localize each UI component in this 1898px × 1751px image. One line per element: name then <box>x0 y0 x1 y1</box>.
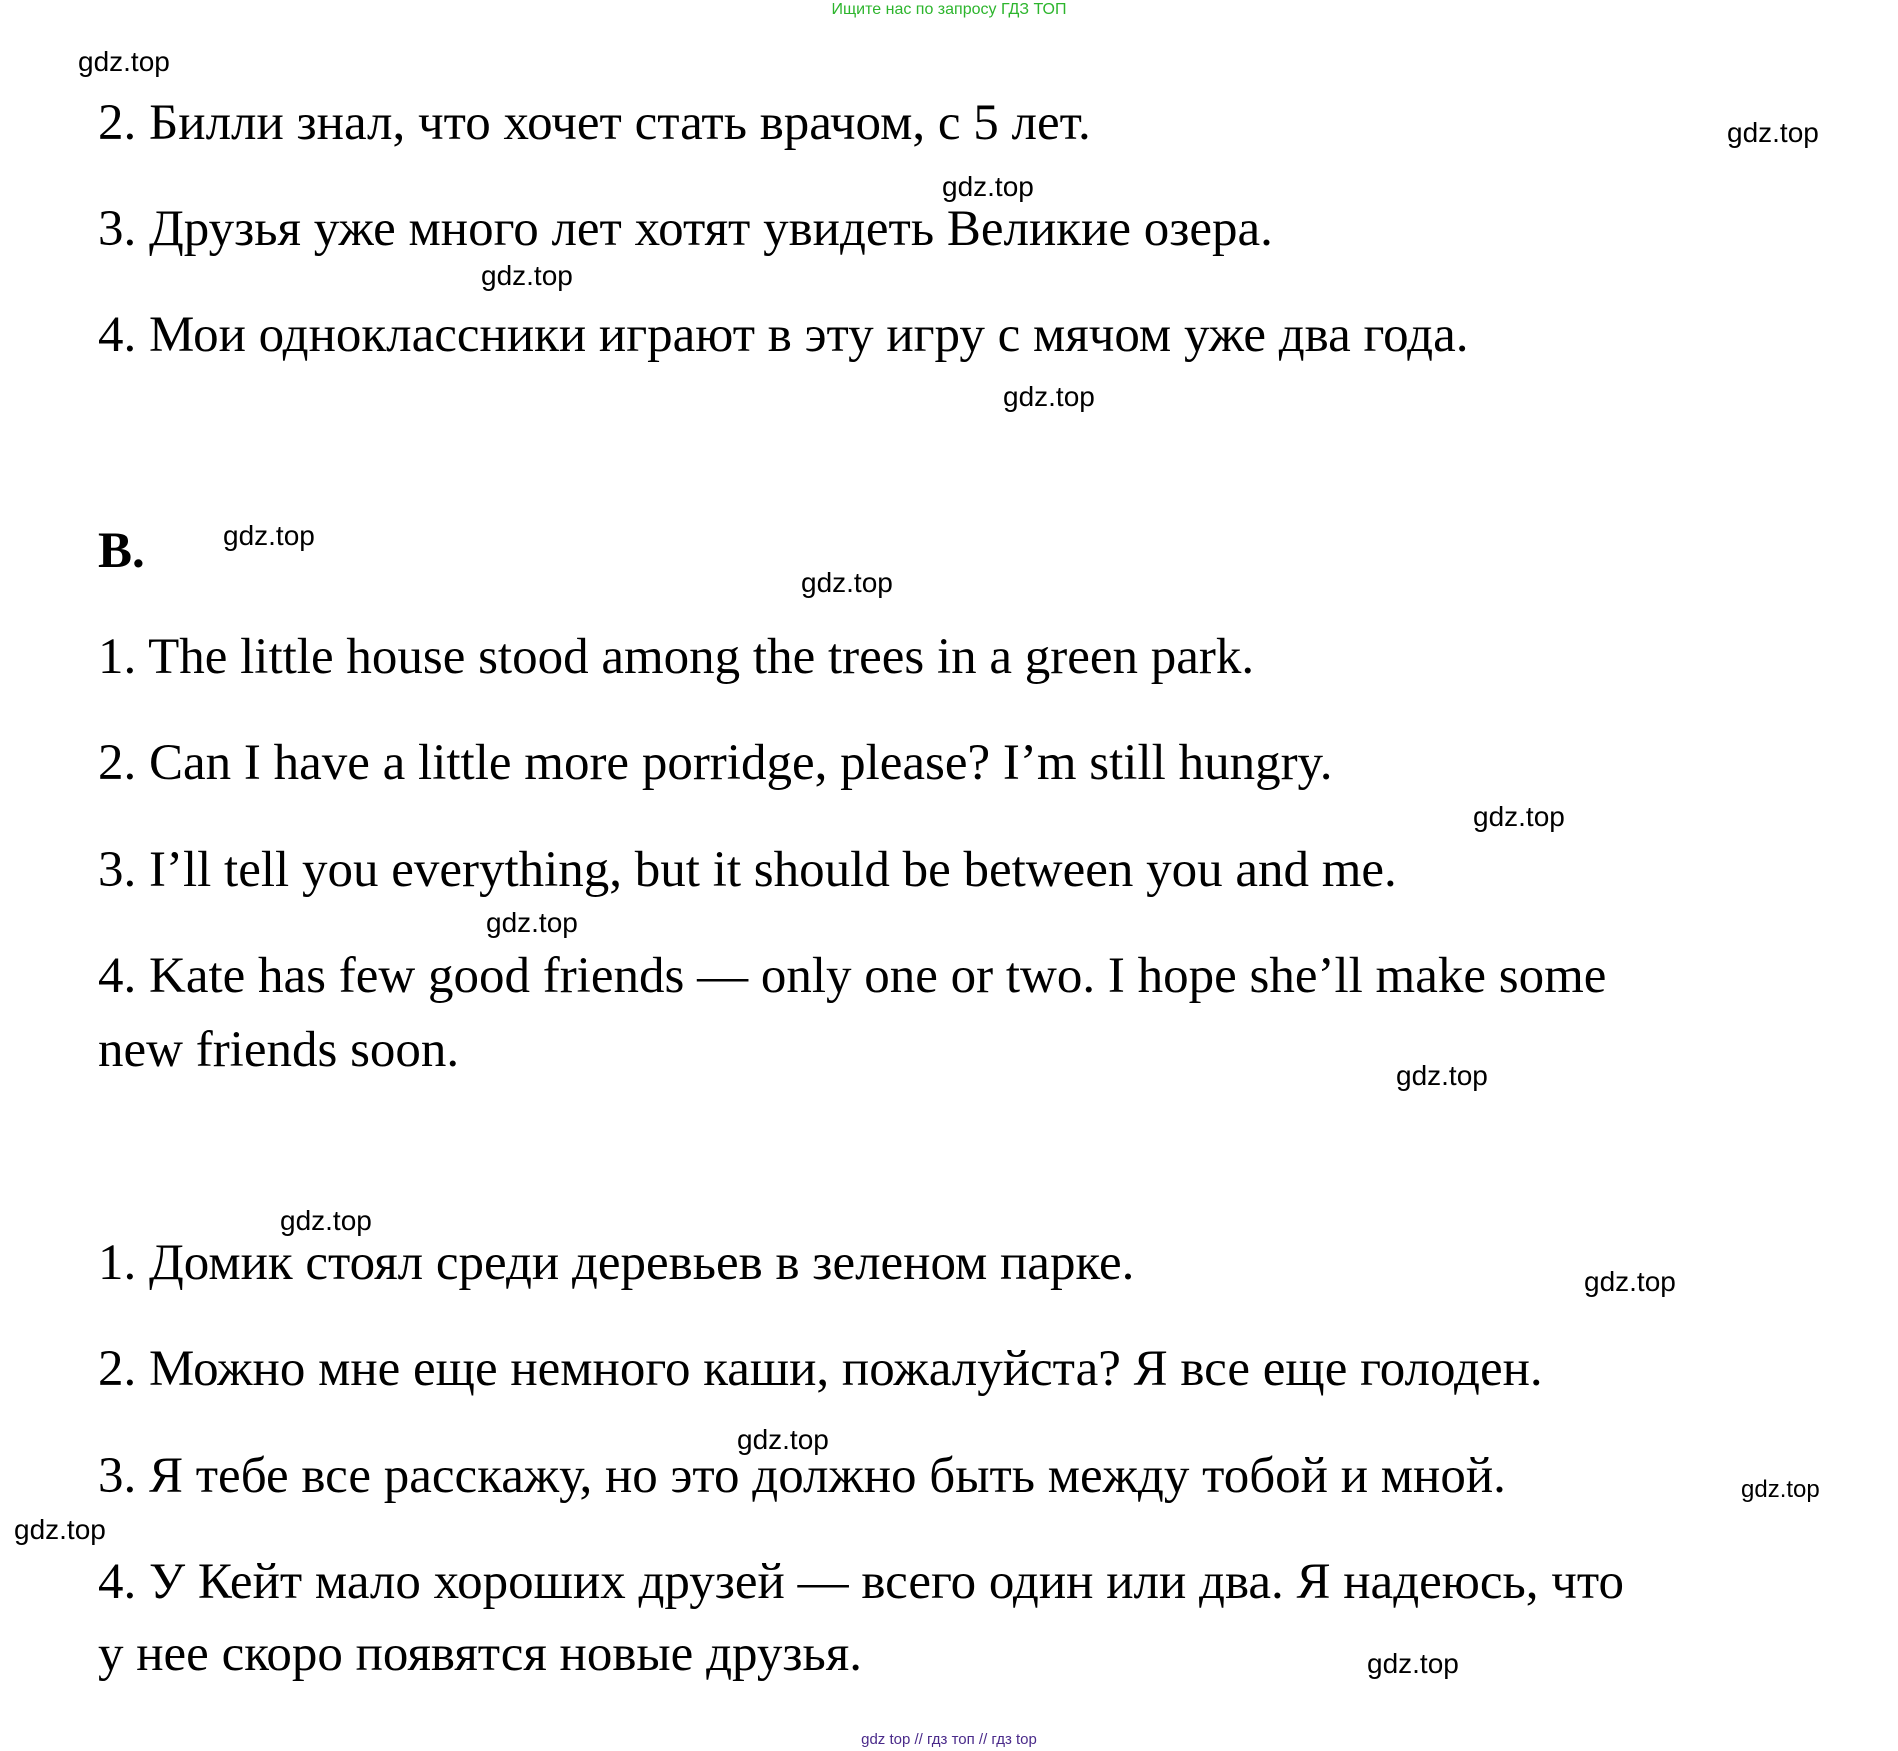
watermark: gdz.top <box>78 46 170 77</box>
text-line: 4. Kate has few good friends — only one or two. I hope she’ll make some <box>98 948 1607 1004</box>
text-line: 2. Can I have a little more porridge, please? I’m still hungry. <box>98 735 1333 791</box>
watermark: gdz.top <box>280 1205 372 1236</box>
text-line: 3. Я тебе все расскажу, но это должно быть между тобой и мной. <box>98 1448 1506 1504</box>
watermark: gdz.top <box>1367 1648 1459 1679</box>
watermark: gdz.top <box>1741 1476 1820 1503</box>
watermark: gdz.top <box>14 1514 106 1545</box>
watermark: gdz.top <box>942 171 1034 202</box>
text-line: 3. I’ll tell you everything, but it should be between you and me. <box>98 842 1397 898</box>
watermark: gdz.top <box>486 907 578 938</box>
text-line: 3. Друзья уже много лет хотят увидеть Великие озера. <box>98 201 1273 257</box>
top-banner: Ищите нас по запросу ГДЗ ТОП <box>831 1 1067 18</box>
text-line: 1. Домик стоял среди деревьев в зеленом парке. <box>98 1235 1135 1291</box>
watermark: gdz.top <box>737 1424 829 1455</box>
text-line: 4. У Кейт мало хороших друзей — всего один или два. Я надеюсь, что <box>98 1554 1625 1610</box>
footer-links: gdz top // гдз топ // гдз top <box>861 1731 1037 1748</box>
section-heading: B. <box>98 523 145 579</box>
text-line: у нее скоро появятся новые друзья. <box>98 1626 862 1682</box>
watermark: gdz.top <box>1727 117 1819 148</box>
watermark: gdz.top <box>481 260 573 291</box>
watermark: gdz.top <box>801 567 893 598</box>
watermark: gdz.top <box>1003 381 1095 412</box>
text-line: 1. The little house stood among the trees in a green park. <box>98 629 1255 685</box>
text-line: 4. Мои одноклассники играют в эту игру с мячом уже два года. <box>98 307 1469 363</box>
text-line: new friends soon. <box>98 1022 460 1078</box>
watermark: gdz.top <box>1473 801 1565 832</box>
watermark: gdz.top <box>1396 1060 1488 1091</box>
text-line: 2. Можно мне еще немного каши, пожалуйста? Я все еще голоден. <box>98 1341 1543 1397</box>
text-line: 2. Билли знал, что хочет стать врачом, с 5 лет. <box>98 95 1091 151</box>
watermark: gdz.top <box>223 520 315 551</box>
watermark: gdz.top <box>1584 1266 1676 1297</box>
